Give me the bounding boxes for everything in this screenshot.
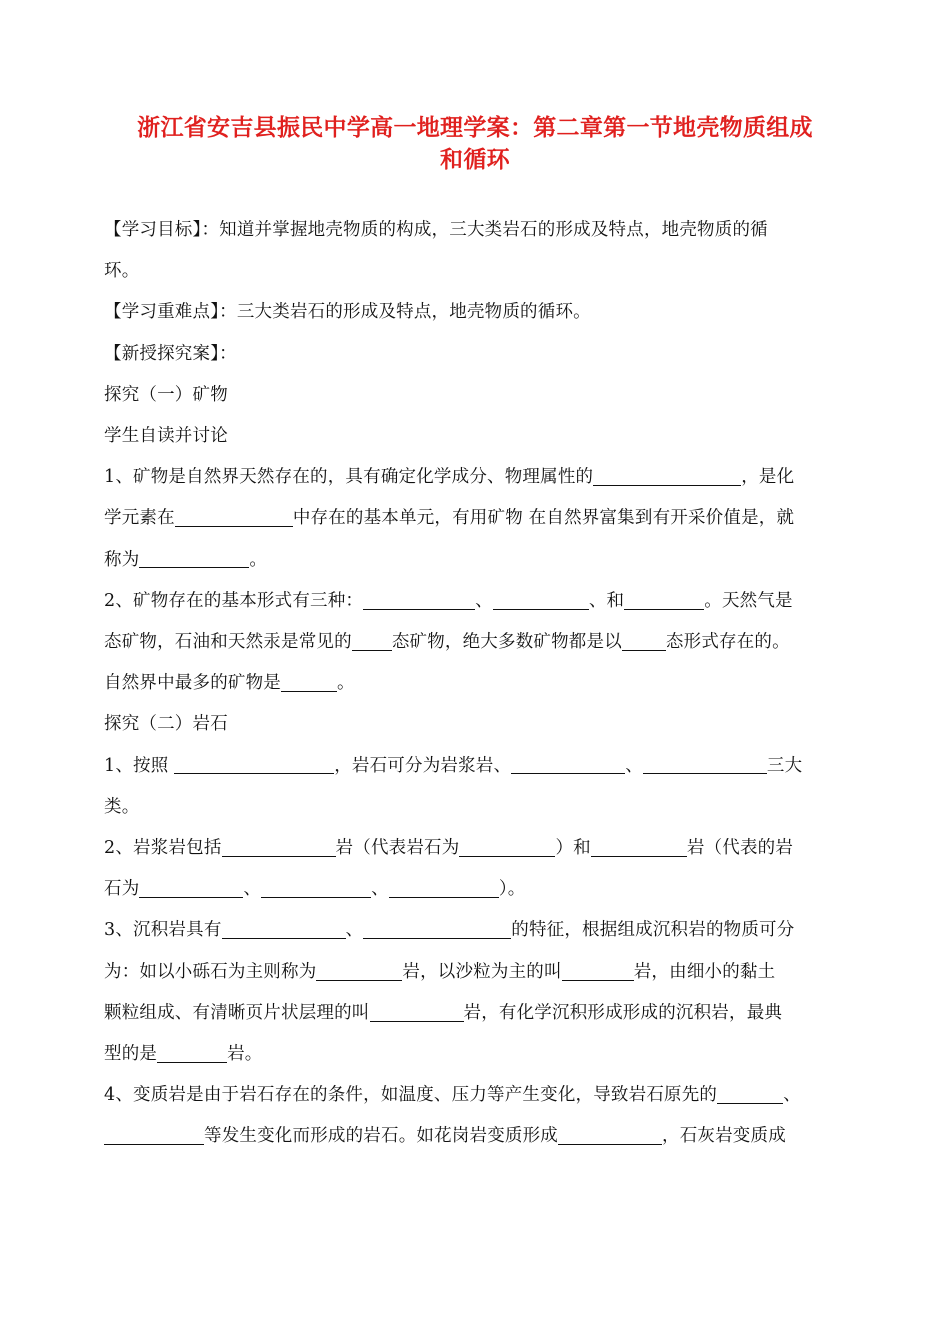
question-text: ）。 [498,879,526,900]
objectives-line-1 [104,210,846,251]
inquiry-2-q4-line-1 [104,1075,846,1116]
question-text: 4、变质岩是由于岩石存在的条件，如温度、压力等产生变化，导致岩石原先的 [104,1085,718,1106]
answer-blank[interactable] [222,838,336,857]
answer-blank[interactable] [643,755,767,774]
question-text: 岩（代表岩石为 [335,838,460,859]
question-text: 态矿物，绝大多数矿物都是以 [391,632,622,653]
answer-blank[interactable] [363,590,475,609]
question-text: ，是化 [741,467,795,488]
question-text: 、 [243,879,262,900]
inquiry-1-subheading-text: 学生自读并讨论 [104,426,228,447]
question-text: 。 [249,549,268,570]
question-text: 岩，由细小的黏土 [633,961,776,982]
answer-blank[interactable] [174,755,334,774]
key-points [104,292,846,333]
answer-blank[interactable] [389,879,499,898]
document-title [94,112,856,176]
inquiry-1-q2-line-2 [104,622,846,663]
inquiry-2-q3-line-3 [104,993,846,1034]
inquiry-2-q1-line-2 [104,787,846,828]
question-text: 。 [337,673,355,694]
question-text: 颗粒组成、有清晰页片状层理的叫 [104,1002,370,1023]
answer-blank[interactable] [281,673,337,692]
question-text: 的特征，根据组成沉积岩的物质可分 [511,920,795,941]
question-text: 3、沉积岩具有 [104,920,222,941]
title-line-1: 浙江省安吉县振民中学高一地理学案：第二章第一节地壳物质组成 [137,115,813,141]
question-text: ）和 [555,838,591,859]
objectives-text-end: 环。 [104,261,140,282]
objectives-line-2 [104,251,846,292]
answer-blank[interactable] [222,920,346,939]
answer-blank[interactable] [511,755,625,774]
inquiry-2-heading [104,704,846,745]
answer-blank[interactable] [352,632,392,651]
question-text: 岩，以沙粒为主的叫 [402,961,562,982]
answer-blank[interactable] [316,961,402,980]
question-text: 岩（代表的岩 [686,838,794,859]
inquiry-2-q3-line-4 [104,1034,846,1075]
inquiry-1-heading-text: 探究（一）矿物 [104,384,228,405]
question-text: 、和 [588,590,625,611]
question-text: 。天然气是 [704,590,793,611]
new-lesson-text: 【新授探究案】： [104,343,237,364]
inquiry-1-subheading [104,416,846,457]
answer-blank[interactable] [363,920,511,939]
inquiry-2-q4-line-2 [104,1116,846,1157]
question-text: 1、矿物是自然界天然存在的，具有确定化学成分、物理属性的 [104,467,594,488]
answer-blank[interactable] [624,590,704,609]
inquiry-1-q2-line-3 [104,663,846,704]
question-text: 、 [475,590,493,611]
answer-blank[interactable] [139,879,243,898]
answer-blank[interactable] [104,1126,204,1145]
question-text: 三大 [766,755,803,776]
question-text: 、 [783,1085,801,1106]
question-text: 为：如以小砾石为主则称为 [104,961,317,982]
inquiry-1-q2-line-1 [104,581,846,622]
title-line-2: 和循环 [440,147,510,173]
objectives-text: 【学习目标】：知道并掌握地壳物质的构成，三大类岩石的形成及特点，地壳物质的循 [104,220,768,240]
question-text: 学元素在 [104,508,175,529]
key-points-text: 【学习重难点】：三大类岩石的形成及特点，地壳物质的循环。 [104,302,591,323]
answer-blank[interactable] [493,590,589,609]
inquiry-2-q2-line-2 [104,869,846,910]
inquiry-1-heading [104,375,846,416]
question-text: 2、矿物存在的基本形式有三种： [104,590,364,611]
inquiry-2-q3-line-1 [104,910,846,951]
answer-blank[interactable] [593,467,741,486]
question-text: 类。 [104,796,140,817]
question-text: ，岩石可分为岩浆岩、 [334,755,512,776]
answer-blank[interactable] [157,1044,227,1063]
answer-blank[interactable] [261,879,371,898]
question-text: 2、岩浆岩包括 [104,838,222,859]
question-text: 、 [371,879,389,900]
question-text: 型的是 [104,1044,158,1065]
answer-blank[interactable] [562,961,634,980]
inquiry-2-q2-line-1 [104,828,846,869]
question-text: 1、按照 [104,755,175,776]
answer-blank[interactable] [139,549,249,568]
question-text: 自然界中最多的矿物是 [104,673,281,694]
question-text: ，石灰岩变质成 [662,1126,786,1147]
question-text: 等发生变化而形成的岩石。如花岗岩变质形成 [204,1126,558,1147]
question-text: 中存在的基本单元，有用矿物 在自然界富集到有开采价值是，就 [292,508,795,529]
inquiry-1-q1-line-3 [104,540,846,581]
question-text: 、 [345,920,364,941]
inquiry-1-q1-line-1 [104,457,846,498]
inquiry-2-q1-line-1 [104,746,846,787]
answer-blank[interactable] [459,838,555,857]
answer-blank[interactable] [175,508,293,527]
answer-blank[interactable] [591,838,687,857]
new-lesson-heading [104,334,846,375]
answer-blank[interactable] [558,1126,662,1145]
inquiry-2-q3-line-2 [104,952,846,993]
inquiry-2-heading-text: 探究（二）岩石 [104,714,228,735]
question-text: 、 [625,755,643,776]
question-text: 岩，有化学沉积形成形成的沉积岩，最典 [463,1002,783,1023]
question-text: 态形式存在的。 [665,632,790,653]
question-text: 称为 [104,549,140,570]
question-text: 态矿物，石油和天然汞是常见的 [104,632,352,653]
answer-blank[interactable] [622,632,666,651]
inquiry-1-q1-line-2 [104,498,846,539]
question-text: 石为 [104,879,140,900]
question-text: 岩。 [227,1044,263,1065]
answer-blank[interactable] [370,1002,464,1021]
answer-blank[interactable] [717,1085,783,1104]
